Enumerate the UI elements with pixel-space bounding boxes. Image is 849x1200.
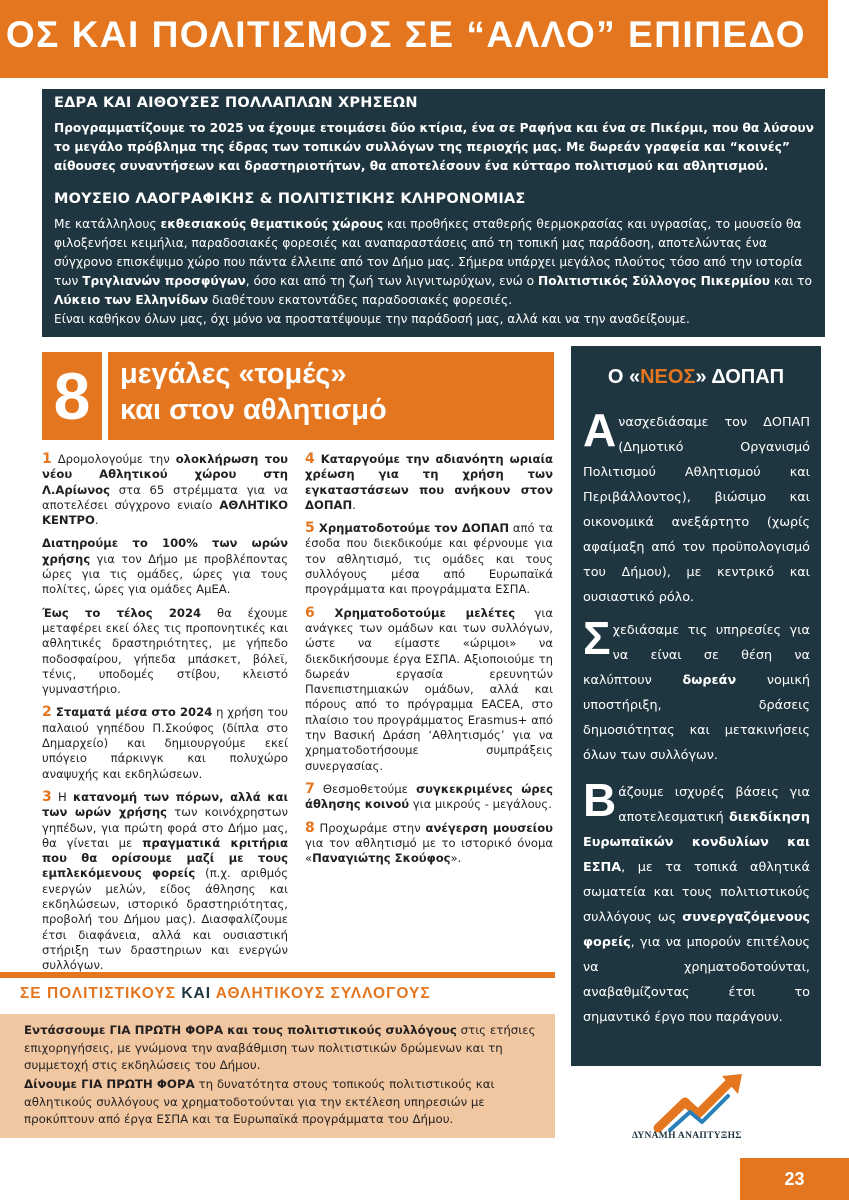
museum-heading: ΜΟΥΣΕΙΟ ΛΑΟΓΡΑΦΙΚΗΣ & ΠΟΛΙΤΙΣΤΙΚΗΣ ΚΛΗΡΟΝΟΜΙΑΣ — [54, 191, 526, 207]
clubs-paragraph-1: Εντάσσουμε ΓΙΑ ΠΡΩΤΗ ΦΟΡΑ και τους πολιτιστικούς συλλόγους στις ετήσιες επιχορηγήσεις, με γνώμονα την αναβάθμιση των πολιτιστικών δρώμενων και τη συμμετοχή στις εκδηλώσεις του Δήμου. — [24, 1023, 536, 1072]
clubs-title: ΣΕ ΠΟΛΙΤΙΣΤΙΚΟΥΣ ΚΑΙ ΑΘΛΗΤΙΚΟΥΣ ΣΥΛΛΟΓΟΥΣ — [20, 985, 431, 1002]
sports-item-3: 3 Η κατανομή των πόρων, αλλά και των ωρών χρήσης των κοινόχρηστων γηπέδων, για πρώτη φορά στο Δήμο μας, θα γίνεται με πραγματικά κριτήρια που θα ορίσουμε μαζί με τους εμπλεκόμενους φορείς (π.χ. αριθμός ενεργών μελών, είδος άθλησης και εκδηλώσεων, ιστορικό δραστηριότητας, προβολή του Δήμου μας). Διασφαλίζουμε έτσι διαφάνεια, αλλά και ουσιαστική στήριξη των δραστηριων και ενεργών συλλόγων. — [42, 788, 289, 973]
sports-item-6: 6 Χρηματοδοτούμε μελέτες για ανάγκες των ομάδων και των συλλόγων, ώστε να είμαστε «ώριμοι» να διεκδικήσουμε έργα ΕΣΠΑ. Αξιοποιούμε τη δωρεάν εργασία ερευνητών Πανεπιστημιακών ομάδων, αλλά και πόρους από το πρόγραμμα EACEA, στο πλαίσιο του προγράμματος Erasmus+ από την Βασική Δράση ‘Αθλητισμός’ για να χρηματοδοτήσουμε συμπράξεις συνεργασίας. — [305, 604, 553, 773]
clubs-body — [0, 1014, 555, 1138]
banner-title: ΟΣ ΚΑΙ ΠΟΛΙΤΙΣΜΟΣ ΣΕ “ΑΛΛΟ” ΕΠΙΠΕΔΟ — [5, 14, 806, 55]
venues-heading: ΕΔΡΑ ΚΑΙ ΑΙΘΟΥΣΕΣ ΠΟΛΛΑΠΛΩΝ ΧΡΗΣΕΩΝ — [54, 95, 418, 111]
sports-column-right — [305, 452, 553, 874]
sports-item-8: 8 Προχωράμε στην ανέγερση μουσείου για τον αθλητισμό με το ιστορικό όνομα «Παναγιώτης Σκούφος». — [305, 819, 553, 866]
sports-item-2: 2 Σταματά μέσα στο 2024 η χρήση του παλαιού γηπέδου Π.Σκούφος (δίπλα στο Δημαρχείο) και δημιουργούμε εκεί υπόγειο πάρκινγκ και πολυχώρο αναψυχής και εκδηλώσεων. — [42, 704, 288, 781]
section-number: 8 — [42, 352, 102, 440]
sports-column-left — [42, 452, 288, 982]
clubs-paragraph-2: Δίνουμε ΓΙΑ ΠΡΩΤΗ ΦΟΡΑ τη δυνατότητα στους τοπικούς πολιτιστικούς και αθλητικούς συλλόγους να χρηματοδοτούνται για την εκτέλεση υπηρεσιών με προκύπτουν από έργα ΕΣΠΑ και τα Ευρωπαϊκά προγράμματα του Δήμου. — [24, 1077, 495, 1126]
sports-item-5: 5 Χρηματοδοτούμε τον ΔΟΠΑΠ από τα έσοδα που διεκδικούμε και φέρνουμε για τον αθλητισμό, τις ομάδες και τους συλλόγους μέσα από Ευρωπαϊκά προγράμματα και προγράμματα ΕΣΠΑ. — [305, 520, 553, 597]
dopap-paragraph-3: Βάζουμε ισχυρές βάσεις για αποτελεσματική διεκδίκηση Ευρωπαϊκών κονδυλίων και ΕΣΠΑ, με τα τοπικά αθλητικά σωματεία και τους πολιτιστικούς συλλόγους ως συνεργαζόμενους φορείς, για να μπορούν επιτέλους να χρηματοδοτούνται, αναβαθμίζοντας έτσι το σημαντικό έργο που παράγουν. — [583, 774, 810, 1025]
top-banner — [0, 0, 828, 78]
sports-item-7: 7 Θεσμοθετούμε συγκεκριμένες ώρες άθλησης κοινού για μικρούς - μεγάλους. — [305, 780, 553, 812]
logo-text: ΔΥΝΑΜΗ ΑΝΑΠΤΥΞΗΣ — [632, 1131, 742, 1141]
sports-item-1: 1 Δρομολογούμε την ολοκλήρωση του νέου Αθλητικού χώρου στη Λ.Αρίωνος στα 65 στρέμματα για να αποτελέσει σύγχρονο ενιαίο ΑΘΛΗΤΙΚΟ ΚΕΝΤΡΟ. — [42, 451, 288, 528]
dopap-title: Ο «ΝΕΟΣ» ΔΟΠΑΠ — [607, 366, 785, 388]
clubs-divider — [0, 972, 555, 978]
sports-title-box — [108, 352, 554, 440]
page-number: 23 — [740, 1158, 849, 1200]
sports-item-4: 4 Καταργούμε την αδιανόητη ωριαία χρέωση για τη χρήση των εγκαταστάσεων που ανήκουν στον ΔΟΠΑΠ. — [305, 451, 553, 512]
sports-item-1b: Διατηρούμε το 100% των ωρών χρήσης για τον Δήμο με προβλέποντας ώρες για τις ομάδες, ώρες για τους πολίτες, ώρες για ομάδες ΑμΕΑ. — [42, 536, 288, 597]
dopap-paragraph-2: Σχεδιάσαμε τις υπηρεσίες για να είναι σε θέση να καλύπτουν δωρεάν νομική υποστήριξη, δράσεις δημοσιότητας και μετακινήσεις όλων των συλλόγων. — [583, 612, 810, 763]
sports-title-line1: μεγάλες «τομές» — [120, 358, 347, 390]
sports-title-line2: και στον αθλητισμό — [120, 394, 387, 426]
venues-museum-panel — [42, 89, 825, 337]
venues-body: Προγραμματίζουμε το 2025 να έχουμε ετοιμάσει δύο κτίρια, ένα σε Ραφήνα και ένα σε Πικέρμι, που θα λύσουν το μεγάλο πρόβλημα της έδρας των τοπικών συλλόγων της περιοχής μας. Με δωρεάν γραφεία και “κοινές” αίθουσες συναντήσεων και δραστηριοτήτων, θα αποτελέσουν ένα κύτταρο πολιτισμού και αθλητισμού. — [54, 121, 814, 173]
sports-item-1c: Έως το τέλος 2024 θα έχουμε μεταφέρει εκεί όλες τις προπονητικές και αθλητικές δραστηριότητες, με γήπεδο ποδοσφαίρου, γήπεδα μπάσκετ, βόλεϊ, τένις, υποδομές στίβου, κλειστό γυμναστήριο. — [42, 605, 288, 697]
museum-body: Με κατάλληλους εκθεσιακούς θεματικούς χώρους και προθήκες σταθερής θερμοκρασίας και υγρασίας, το μουσείο θα φιλοξενήσει κειμήλια, παραδοσιακές φορεσιές και αναπαραστάσεις από τη τοπική μας παράδοση, αποτελώντας ένα σύγχρονο επισκέψιμο χώρο που πάντα έλλειπε από τον Δήμο μας. Σήμερα υπάρχει μεγάλος πλούτος τόσο από την ιστορία των Τριγλιανών προσφύγων, όσο και από τη ζωή των λιγνιτωρύχων, ενώ ο Πολιτιστικός Σύλλογος Πικερμίου και το Λύκειο των Ελληνίδων διαθέτουν εκατοντάδες παραδοσιακές φορεσιές. Είναι καθήκον όλων μας, όχι μόνο να προστατέψουμε την παράδοσή μας, αλλά και να την αναδείξουμε. — [54, 217, 812, 326]
dopap-paragraph-1: Ανασχεδιάσαμε τον ΔΟΠΑΠ (Δημοτικό Οργανισμό Πολιτισμού Αθλητισμού και Περιβάλλοντος), βιώσιμο και οικονομικά ανεξάρτητο (χωρίς αφαίμαξη από τον προϋπολογισμό του Δήμου), με κεντρικό και ουσιαστικό ρόλο. — [583, 404, 810, 605]
dopap-panel — [571, 346, 821, 1066]
